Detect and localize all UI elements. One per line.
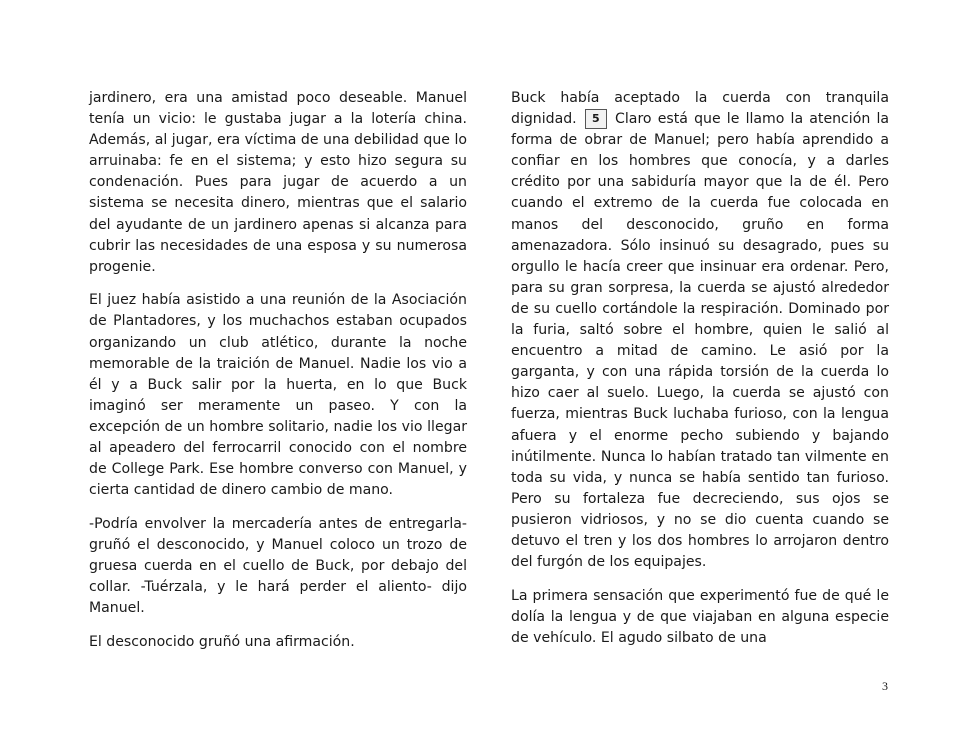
paragraph: El juez había asistido a una reunión de la Asociación de Plantadores, y los muchachos estaban ocupados organizando un club atlético, durante la noche memorable de la traición de Manuel. Nadie los vio a él y a Buck salir por la huerta, en lo que Buck imaginó ser meramente un paseo. Y con la excepción de un hombre solitario, nadie los vio llegar al apeadero del ferrocarril conocido con el nombre de College Park. Ese hombre converso con Manuel, y cierta cantidad de dinero cambio de mano. [89, 292, 467, 499]
paragraph: El desconocido gruñó una afirmación. [89, 633, 355, 650]
left-text-column [89, 88, 467, 665]
paragraph: -Podría envolver la mercadería antes de entregarla- gruñó el desconocido, y Manuel coloco un trozo de gruesa cuerda en el cuello de Buck, por debajo del collar. -Tuérzala, y le hará perder el aliento- dijo Manuel. [89, 515, 467, 617]
page-number: 3 [882, 679, 888, 693]
page-marker-badge: 5 [585, 109, 607, 129]
paragraph [511, 88, 889, 573]
paragraph-text: Buck había aceptado la cuerda con tranquila dignidad. [511, 90, 889, 128]
right-text-column [511, 88, 889, 661]
paragraph-text: Claro está que le llamo la atención la forma de obrar de Manuel; pero había aprendido a confiar en los hombres que conocía, y a darles crédito por una sabiduría mayor que la de él. Pero cuando el extremo de la cuerda fue colocada en manos del desconocido, gruño en forma amenazadora. Sólo insinuó su desagrado, pues su orgullo le hacía creer que insinuar era ordenar. Pero, para su gran sorpresa, la cuerda se ajustó alrededor de su cuello cortándole la respiración. Dominado por la furia, saltó sobre el hombre, quien le salió al encuentro a mitad de camino. Le asió por la garganta, y con una rápida torsión de la cuerda lo hizo caer al suelo. Luego, la cuerda se ajustó con fuerza, mientras Buck luchaba furioso, con la lengua afuera y el enorme pecho subiendo y bajando inútilmente. Nunca lo habían tratado tan vilmente en toda su vida, y nunca se había sentido tan furioso. Pero su fortaleza fue decreciendo, sus ojos se pusieron vidriosos, y no se dio cuenta cuando se detuvo el tren y los dos hombres lo arrojaron dentro del furgón de los equipajes. [511, 111, 890, 571]
paragraph: jardinero, era una amistad poco deseable. Manuel tenía un vicio: le gustaba jugar a la lotería china. Además, al jugar, era víctima de una debilidad que lo arruinaba: fe en el sistema; y esto hizo segura su condenación. Pues para jugar de acuerdo a un sistema se necesita dinero, mientras que el salario del ayudante de un jardinero apenas si alcanza para cubrir las necesidades de una esposa y su numerosa progenie. [89, 90, 467, 275]
paragraph: La primera sensación que experimentó fue de qué le dolía la lengua y de que viajaban en alguna especie de vehículo. El agudo silbato de una [511, 587, 889, 646]
